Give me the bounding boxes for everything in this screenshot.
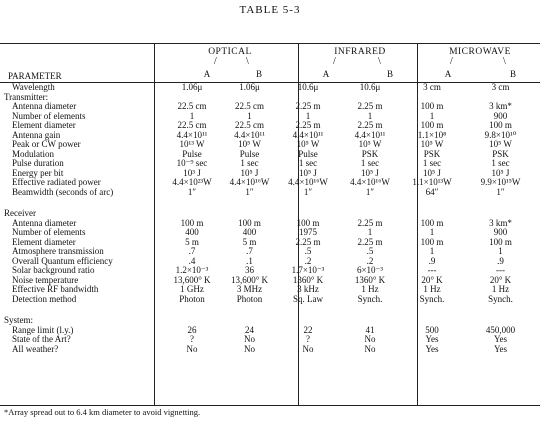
cell-value: 4.4×10¹⁶W — [288, 177, 328, 187]
cell-value: 10⁵ J — [299, 167, 317, 178]
row-label: Number of elements — [12, 227, 86, 237]
row-label: Beamwidth (seconds of arc) — [12, 186, 114, 197]
table-row — [0, 188, 538, 198]
group-header-optical: OPTICAL — [208, 47, 252, 57]
cell-value: 10³ J — [183, 167, 201, 178]
cell-value: 22.5 cm — [177, 120, 207, 130]
row-label: Solar background ratio — [12, 265, 95, 275]
top-rule — [0, 43, 540, 44]
row-label: Element diameter — [12, 120, 76, 130]
cell-value: 2.25 m — [295, 236, 321, 247]
cell-value: 1.2×10⁻³ — [175, 265, 209, 275]
cell-value: 3 MHz — [236, 284, 263, 294]
cell-value: 4.4×10¹¹ — [292, 129, 324, 140]
cell-value: 1 sec — [298, 158, 318, 168]
table-row — [0, 285, 538, 295]
table-row — [0, 266, 538, 276]
cell-value: 10.6μ — [359, 82, 381, 92]
cell-value: 1 — [367, 110, 373, 121]
sub-header: B — [386, 69, 393, 79]
table-row — [0, 159, 538, 169]
cell-value: 10⁵ W — [358, 139, 382, 149]
cell-value: 1″ — [245, 186, 254, 197]
cell-value: --- — [496, 265, 505, 275]
cell-value: 3 km* — [489, 101, 512, 111]
spacer-row — [0, 197, 538, 209]
cell-value: 100 m — [420, 101, 444, 111]
cell-value: PSK — [492, 148, 509, 159]
cell-value: 100 m — [420, 120, 444, 130]
cell-value: 1 — [247, 110, 252, 121]
cell-value: 13,600° K — [173, 274, 211, 285]
cell-value: 5 m — [242, 236, 257, 247]
row-label: Peak or CW power — [12, 139, 81, 149]
branch-right-infrared: \ — [378, 56, 381, 67]
cell-value: 100 m — [180, 217, 204, 228]
cell-value: .2 — [304, 255, 312, 266]
row-label: All weather? — [12, 343, 59, 354]
cell-value: 1″ — [496, 186, 505, 197]
cell-value: 26 — [187, 324, 197, 335]
cell-value: 1 — [189, 110, 195, 121]
cell-value: 1975 — [299, 227, 317, 237]
cell-value: 1 — [367, 227, 373, 237]
branch-left-microwave: / — [450, 56, 453, 67]
cell-value: 20° K — [421, 274, 443, 285]
cell-value: 9.8×10¹⁰ — [484, 129, 517, 140]
table-row — [0, 83, 538, 93]
cell-value: 1″ — [303, 186, 313, 197]
cell-value: .4 — [188, 255, 196, 266]
cell-value: .7 — [246, 246, 253, 256]
row-label: Detection method — [12, 293, 77, 304]
cell-value: Pulse — [239, 148, 260, 159]
cell-value: 10⁻⁹ sec — [176, 158, 208, 168]
sub-header: B — [509, 69, 516, 79]
cell-value: 1″ — [365, 186, 375, 197]
cell-value: 100 m — [420, 217, 444, 228]
cell-value: 1 sec — [360, 158, 380, 168]
bottom-rule — [0, 405, 540, 406]
row-label: Wavelength — [12, 82, 55, 92]
row-label: Antenna gain — [12, 129, 61, 140]
table-row — [0, 112, 538, 122]
footnote: *Array spread out to 6.4 km diameter to avoid vignetting. — [4, 407, 201, 417]
cell-value: 10⁵ W — [489, 139, 512, 149]
table-row — [0, 228, 538, 238]
cell-value: 10.6μ — [297, 82, 319, 92]
cell-value: 100 m — [296, 217, 320, 228]
table-row — [0, 326, 538, 336]
sub-header: A — [322, 69, 330, 79]
section-row — [0, 209, 538, 219]
cell-value: Sq. Law — [293, 293, 323, 304]
table-row — [0, 131, 538, 141]
cell-value: 4.4×10¹⁶W — [350, 177, 390, 187]
spacer-row — [0, 304, 538, 316]
cell-value: .7 — [188, 246, 196, 256]
data-table — [0, 83, 538, 354]
cell-value: PSK — [423, 148, 441, 159]
cell-value: 1.1×10¹³W — [412, 177, 452, 187]
cell-value: 100 m — [489, 236, 512, 247]
cell-value: 36 — [245, 265, 254, 275]
parameter-header: PARAMETER — [8, 71, 62, 81]
row-label: Pulse duration — [12, 158, 64, 168]
row-label: Number of elements — [12, 110, 86, 121]
cell-value: Photon — [179, 293, 205, 304]
table-row — [0, 295, 538, 305]
cell-value: 10¹³ W — [179, 139, 205, 149]
row-label: Antenna diameter — [12, 101, 77, 111]
cell-value: 4.4×10¹⁶W — [229, 177, 270, 187]
cell-value: Synch. — [488, 293, 513, 304]
cell-value: ? — [306, 334, 310, 344]
cell-value: 400 — [185, 227, 199, 237]
cell-value: .2 — [366, 255, 374, 266]
cell-value: 1.06μ — [181, 82, 203, 92]
row-label: State of the Art? — [12, 334, 71, 344]
row-label: Atmosphere transmission — [12, 246, 104, 256]
section-row — [0, 316, 538, 326]
cell-value: 1 sec — [240, 158, 259, 168]
cell-value: .5 — [366, 246, 374, 256]
branch-right-microwave: \ — [503, 56, 506, 67]
section-label: System: — [4, 315, 34, 325]
cell-value: Photon — [236, 293, 263, 304]
row-label: Effective radiated power — [12, 177, 101, 187]
cell-value: Pulse — [182, 148, 202, 159]
cell-value: 1.7×10⁻³ — [291, 265, 325, 275]
cell-value: Yes — [425, 334, 439, 344]
cell-value: 1360° K — [292, 274, 324, 285]
row-label: Element diameter — [12, 236, 76, 247]
row-label: Antenna diameter — [12, 217, 77, 228]
cell-value: 4.4×10¹¹ — [354, 129, 386, 140]
cell-value: 450,000 — [485, 324, 516, 335]
group-header-infrared: INFRARED — [334, 47, 386, 57]
cell-value: No — [302, 343, 314, 354]
cell-value: 900 — [493, 227, 508, 237]
cell-value: 10⁵ J — [423, 167, 441, 178]
sub-header: A — [203, 69, 211, 79]
section-label: Transmitter: — [4, 91, 49, 102]
cell-value: 1 — [429, 227, 435, 237]
cell-value: 20° K — [489, 274, 512, 285]
cell-value: No — [244, 343, 255, 354]
cell-value: 10⁵ J — [491, 167, 510, 178]
row-label: Range limit (l.y.) — [12, 324, 74, 335]
cell-value: 1 GHz — [180, 284, 204, 294]
cell-value: .5 — [304, 246, 312, 256]
table-row — [0, 140, 538, 150]
cell-value: 3 kHz — [297, 284, 319, 294]
cell-value: 22 — [303, 324, 313, 335]
cell-value: 41 — [365, 324, 375, 335]
row-label: Energy per bit — [12, 167, 64, 178]
cell-value: No — [186, 343, 198, 354]
cell-value: Yes — [425, 343, 439, 354]
row-label: Effective RF bandwidth — [12, 284, 99, 294]
spacer-cell — [0, 304, 538, 316]
cell-value: 3 km* — [489, 217, 512, 228]
cell-value: 4.4×10²³W — [172, 177, 212, 187]
table-row — [0, 150, 538, 160]
cell-value: PSK — [361, 148, 379, 159]
cell-value: 1360° K — [354, 274, 386, 285]
cell-value: 900 — [493, 110, 508, 121]
cell-value: 2.25 m — [357, 236, 383, 247]
cell-value: 1.06μ — [239, 82, 260, 92]
cell-value: 10⁵ W — [296, 139, 320, 149]
cell-value: 64″ — [425, 186, 439, 197]
cell-value: 1 — [429, 110, 435, 121]
cell-value: 1 Hz — [361, 284, 379, 294]
table-row — [0, 345, 538, 355]
cell-value: Pulse — [298, 148, 318, 159]
cell-value: 13,600° K — [230, 274, 269, 285]
cell-value: 22.5 cm — [235, 101, 264, 111]
cell-value: .1 — [246, 255, 253, 266]
cell-value: Yes — [493, 343, 508, 354]
cell-value: 100 m — [238, 217, 261, 228]
cell-value: 10⁵ J — [361, 167, 379, 178]
cell-value: Yes — [493, 334, 508, 344]
cell-value: 1 sec — [491, 158, 510, 168]
table-row — [0, 335, 538, 345]
cell-value: 1 Hz — [423, 284, 441, 294]
cell-value: Synch. — [419, 293, 445, 304]
cell-value: 2.25 m — [295, 101, 321, 111]
sub-header: B — [255, 69, 262, 79]
branch-left-optical: / — [214, 56, 217, 67]
section-label: Receiver — [4, 208, 36, 218]
cell-value: 1 — [429, 246, 435, 256]
section-row — [0, 93, 538, 103]
row-label: Modulation — [12, 148, 54, 159]
sub-header: A — [444, 69, 452, 79]
cell-value: 22.5 cm — [177, 101, 207, 111]
cell-value: 5 m — [185, 236, 199, 247]
cell-value: Synch. — [357, 293, 383, 304]
cell-value: 400 — [242, 227, 257, 237]
branch-right-optical: \ — [246, 56, 249, 67]
cell-value: .9 — [497, 255, 504, 266]
cell-value: 100 m — [489, 120, 512, 130]
cell-value: 1.1×10⁸ — [417, 129, 447, 140]
cell-value: 4.4×10¹¹ — [176, 129, 208, 140]
table-row — [0, 121, 538, 131]
cell-value: 10⁵ W — [238, 139, 261, 149]
cell-value: 1″ — [187, 186, 197, 197]
cell-value: --- — [427, 265, 437, 275]
cell-value: 3 cm — [423, 82, 441, 92]
cell-value: No — [364, 334, 376, 344]
cell-value: 1 — [498, 246, 503, 256]
cell-value: 1 sec — [422, 158, 442, 168]
spacer-cell — [0, 197, 538, 209]
cell-value: 2.25 m — [357, 217, 383, 228]
cell-value: .9 — [428, 255, 436, 266]
cell-value: 1 — [305, 110, 311, 121]
cell-value: 6×10⁻³ — [356, 265, 384, 275]
cell-value: 24 — [245, 324, 254, 335]
cell-value: 10⁵ W — [420, 139, 444, 149]
cell-value: 4.4×10¹¹ — [234, 129, 265, 140]
cell-value: 1 Hz — [491, 284, 510, 294]
row-label: Noise temperature — [12, 274, 79, 285]
cell-value: No — [364, 343, 376, 354]
cell-value: 2.25 m — [295, 120, 321, 130]
group-header-microwave: MICROWAVE — [449, 47, 511, 57]
cell-value: 100 m — [420, 236, 444, 247]
cell-value: 10⁵ J — [240, 167, 259, 178]
cell-value: 9.9×10¹⁵W — [480, 177, 521, 187]
cell-value: 2.25 m — [357, 101, 383, 111]
cell-value: 3 cm — [491, 82, 510, 92]
table-title: TABLE 5-3 — [239, 4, 301, 16]
row-label: Overall Quantum efficiency — [12, 255, 113, 266]
cell-value: 2.25 m — [357, 120, 383, 130]
branch-left-infrared: / — [333, 56, 336, 67]
cell-value: No — [244, 334, 255, 344]
cell-value: 500 — [425, 324, 439, 335]
cell-value: ? — [190, 334, 194, 344]
cell-value: 22.5 cm — [235, 120, 264, 130]
